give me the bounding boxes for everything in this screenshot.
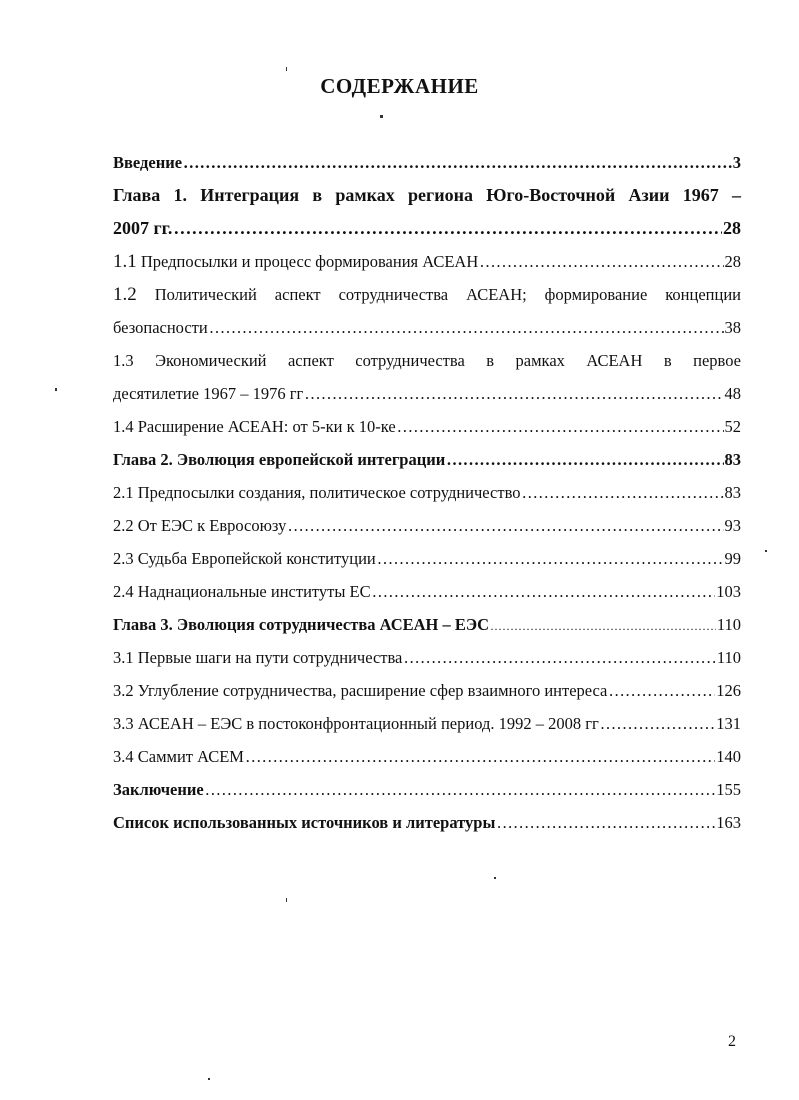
toc-page-number: 110: [716, 648, 741, 667]
leader-dots: [173, 212, 722, 245]
toc-entry-text: 3.1 Первые шаги на пути сотрудничества: [113, 648, 403, 667]
toc-entry-3-2[interactable]: [113, 674, 741, 707]
toc-entry-1-2[interactable]: [113, 278, 741, 344]
toc-entry-text: Предпосылки и процесс формирования АСЕАН: [140, 252, 479, 271]
toc-entry-text: 2.3 Судьба Европейской конституции: [113, 549, 376, 568]
toc-entry-1-3[interactable]: [113, 344, 741, 410]
toc-page-number: 83: [724, 483, 741, 502]
toc-entry-3-4[interactable]: [113, 740, 741, 773]
table-of-contents: [113, 146, 741, 839]
toc-entry-text: 3.3 АСЕАН – ЕЭС в постоконфронтационный период. 1992 – 2008 гг: [113, 714, 599, 733]
toc-entry-text-line2: безопасности: [113, 318, 208, 337]
toc-entry-text: 2.1 Предпосылки создания, политическое сотрудничество: [113, 483, 521, 502]
scan-speck: [55, 388, 57, 391]
toc-entry-text-line2: десятилетие 1967 – 1976 гг: [113, 384, 304, 403]
toc-entry-text: Список использованных источников и литературы: [113, 813, 496, 832]
leader-dots: [490, 610, 716, 643]
toc-entry-text-line1: 1.3 Экономический аспект сотрудничества в рамках АСЕАН в первое: [113, 351, 741, 370]
scan-speck: [286, 898, 287, 902]
toc-entry-number: 1.2: [113, 284, 137, 305]
toc-entry-introduction[interactable]: [113, 146, 741, 179]
toc-page-number: 93: [724, 516, 741, 535]
toc-page-number: 140: [716, 747, 741, 766]
toc-page-number: 28: [724, 252, 741, 271]
leader-dots: [496, 806, 715, 839]
leader-dots: [397, 410, 724, 443]
toc-page-number: 163: [716, 813, 741, 832]
toc-entry-text-line2: 2007 гг.: [113, 218, 173, 238]
toc-page-number: 28: [723, 218, 741, 238]
toc-entry-chapter-1[interactable]: [113, 179, 741, 245]
toc-entry-chapter-3[interactable]: [113, 608, 741, 641]
leader-dots: [287, 509, 723, 542]
toc-entry-conclusion[interactable]: [113, 773, 741, 806]
scan-speck: [208, 1078, 210, 1080]
toc-entry-bibliography[interactable]: [113, 806, 741, 839]
toc-entry-2-1[interactable]: [113, 476, 741, 509]
toc-entry-text: 3.4 Саммит АСЕМ: [113, 747, 244, 766]
toc-entry-3-3[interactable]: [113, 707, 741, 740]
leader-dots: [377, 542, 724, 575]
toc-page-number: 48: [724, 384, 741, 403]
toc-entry-2-4[interactable]: [113, 575, 741, 608]
toc-entry-text: Глава 2. Эволюция европейской интеграции: [113, 450, 446, 469]
scan-speck: [494, 877, 496, 879]
leader-dots: [446, 443, 723, 476]
toc-entry-text: Глава 3. Эволюция сотрудничества АСЕАН – ЕЭС: [113, 615, 489, 634]
toc-entry-text: 1.4 Расширение АСЕАН: от 5-ки к 10-ке: [113, 417, 396, 436]
toc-page-number: 131: [716, 714, 741, 733]
toc-entry-text-line1: Политический аспект сотрудничества АСЕАН; формирование концепции: [154, 285, 741, 304]
toc-entry-2-3[interactable]: [113, 542, 741, 575]
toc-entry-text: Заключение: [113, 780, 204, 799]
scan-speck: [286, 67, 287, 71]
toc-entry-text: 2.4 Наднациональные институты ЕС: [113, 582, 371, 601]
toc-page-number: 99: [724, 549, 741, 568]
toc-entry-3-1[interactable]: [113, 641, 741, 674]
leader-dots: [403, 641, 715, 674]
toc-entry-text: 2.2 От ЕЭС к Евросоюзу: [113, 516, 287, 535]
leader-dots: [183, 146, 732, 179]
leader-dots: [304, 377, 723, 410]
toc-page-number: 155: [716, 780, 741, 799]
leader-dots: [245, 740, 715, 773]
toc-page-number: 3: [732, 153, 741, 172]
toc-entry-2-2[interactable]: [113, 509, 741, 542]
toc-entry-1-4[interactable]: [113, 410, 741, 443]
leader-dots: [205, 773, 716, 806]
scan-speck: [765, 550, 767, 552]
leader-dots: [608, 674, 715, 707]
leader-dots: [522, 476, 724, 509]
toc-entry-text: 3.2 Углубление сотрудничества, расширение сфер взаимного интереса: [113, 681, 608, 700]
toc-page-number: 110: [716, 615, 741, 634]
toc-entry-text: Введение: [113, 153, 183, 172]
toc-page-number: 103: [716, 582, 741, 601]
leader-dots: [209, 311, 724, 344]
leader-dots: [479, 245, 723, 278]
toc-page-number: 52: [724, 417, 741, 436]
toc-entry-chapter-2[interactable]: [113, 443, 741, 476]
toc-entry-number: 1.1: [113, 251, 137, 272]
page-number: 2: [728, 1033, 736, 1050]
leader-dots: [372, 575, 716, 608]
toc-page-number: 83: [724, 450, 741, 469]
leader-dots: [600, 707, 715, 740]
toc-entry-text-line1: Глава 1. Интеграция в рамках региона Юго-Восточной Азии 1967 –: [113, 185, 741, 205]
toc-page-number: 38: [724, 318, 741, 337]
toc-page-number: 126: [716, 681, 741, 700]
page-title: СОДЕРЖАНИЕ: [320, 74, 479, 98]
toc-entry-1-1[interactable]: [113, 245, 741, 278]
scan-speck: [380, 115, 383, 118]
